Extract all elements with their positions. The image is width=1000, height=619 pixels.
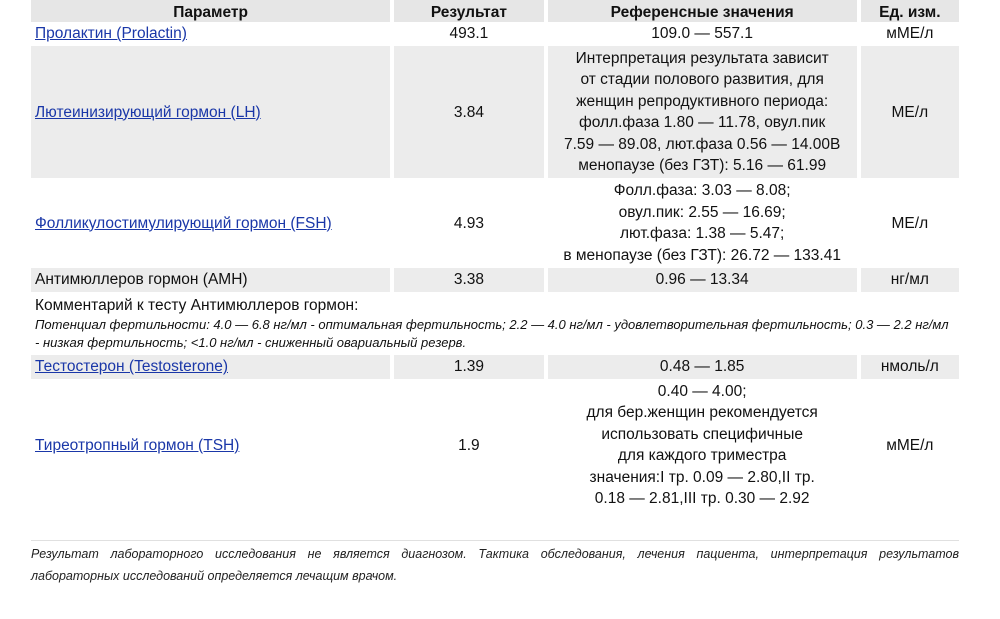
table-row <box>31 46 959 178</box>
reference-value <box>548 178 857 268</box>
param-cell <box>31 355 390 379</box>
prolactin-link[interactable]: Пролактин (Prolactin) <box>35 25 187 43</box>
amh-comment <box>31 292 959 355</box>
amh-comment-row <box>31 292 959 355</box>
table-header-row <box>31 0 959 22</box>
disclaimer: Результат лабораторного исследования не является диагнозом. Тактика обследования, лечения пациента, интерпретация результатов лабораторных исследований определяется лечащим врачом. <box>31 540 959 587</box>
result-value: 4.93 <box>453 214 484 232</box>
amh-comment-body: Потенциал фертильности: 4.0 — 6.8 нг/мл - оптимальная фертильность; 2.2 — 4.0 нг/мл - удовлетворительная фертильность; 0.3 — 2.2 нг/мл - низкая фертильность; <1.0 нг/мл - сниженный овариальный резерв. <box>35 317 949 351</box>
table-row <box>31 178 959 268</box>
result-value: 1.9 <box>458 436 480 454</box>
reference-line: лют.фаза: 1.38 — 5.47; <box>620 225 785 243</box>
table-row <box>31 379 959 511</box>
header-param: Параметр <box>31 0 390 22</box>
reference-value <box>548 46 857 178</box>
reference-line: 0.18 — 2.81,III тр. 0.30 — 2.92 <box>594 490 810 508</box>
reference-value <box>548 355 857 379</box>
reference-line: значения:I тр. 0.09 — 2.80,II тр. <box>589 468 815 486</box>
unit-value: мМЕ/л <box>886 25 934 43</box>
reference-value <box>548 22 857 46</box>
table-row <box>31 268 959 292</box>
reference-line: 0.96 — 13.34 <box>655 271 749 289</box>
fsh-link[interactable]: Фолликулостимулирующий гормон (FSH) <box>35 214 332 232</box>
reference-line: от стадии полового развития, для <box>580 71 824 89</box>
param-cell <box>31 178 390 268</box>
header-unit: Ед. изм. <box>861 0 959 22</box>
header-result: Результат <box>394 0 543 22</box>
reference-line: Фолл.фаза: 3.03 — 8.08; <box>613 182 791 200</box>
header-reference: Референсные значения <box>548 0 857 22</box>
param-cell <box>31 22 390 46</box>
testosterone-link[interactable]: Тестостерон (Testosterone) <box>35 358 228 376</box>
lh-link[interactable]: Лютеинизирующий гормон (LH) <box>35 103 261 121</box>
param-cell <box>31 379 390 511</box>
reference-line: 7.59 — 89.08, лют.фаза 0.56 — 14.00В <box>563 135 841 153</box>
reference-line: овул.пик: 2.55 — 16.69; <box>618 203 786 221</box>
param-cell: Антимюллеров гормон (АМН) <box>31 268 390 292</box>
unit-value: нг/мл <box>861 268 959 292</box>
reference-line: 0.48 — 1.85 <box>659 358 745 376</box>
reference-line: в менопаузе (без ГЗТ): 26.72 — 133.41 <box>563 246 841 264</box>
reference-line: для бер.женщин рекомендуется <box>586 404 818 422</box>
table-row <box>31 22 959 46</box>
table-row <box>31 355 959 379</box>
param-cell <box>31 46 390 178</box>
result-value: 3.84 <box>394 46 543 178</box>
result-value: 493.1 <box>449 25 489 43</box>
unit-value: нмоль/л <box>861 355 959 379</box>
reference-value <box>548 268 857 292</box>
reference-line: Интерпретация результата зависит <box>575 50 829 67</box>
reference-line: 0.40 — 4.00; <box>657 383 747 401</box>
reference-line: женщин репродуктивного периода: <box>576 92 829 110</box>
reference-line: для каждого триместра <box>617 447 787 465</box>
unit-value: МЕ/л <box>861 46 959 178</box>
reference-line: использовать специфичные <box>601 425 803 443</box>
reference-line: менопаузе (без ГЗТ): 5.16 — 61.99 <box>578 157 827 175</box>
reference-line: 109.0 — 557.1 <box>651 25 753 43</box>
reference-line: фолл.фаза 1.80 — 11.78, овул.пик <box>579 114 826 132</box>
results-table <box>27 0 963 512</box>
tsh-link[interactable]: Тиреотропный гормон (TSH) <box>35 436 240 454</box>
result-value: 3.38 <box>394 268 543 292</box>
unit-value: мМЕ/л <box>886 436 934 454</box>
result-value: 1.39 <box>394 355 543 379</box>
unit-value: МЕ/л <box>891 214 929 232</box>
reference-value <box>548 379 857 511</box>
amh-comment-title: Комментарий к тесту Антимюллеров гормон: <box>35 297 359 315</box>
lab-results <box>31 0 959 512</box>
